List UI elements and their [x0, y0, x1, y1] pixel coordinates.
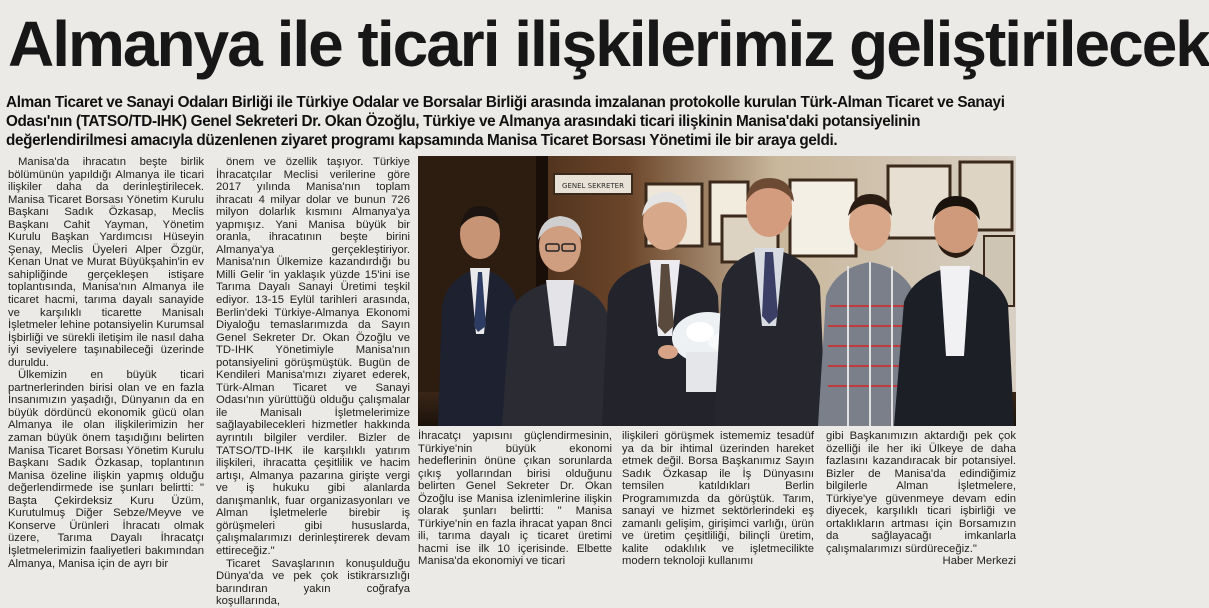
paragraph: önem ve özellik taşıyor. Türkiye İhracatçılar Meclisi verilerine göre 2017 yılında Manisa'nın toplam ihracatı 4 milyar dolar ve bunun 726 milyon dolarlık kısmını Almanya'ya yapmışız. Yani Manisa büyük bir oranla, ihracatının beşte birini Almanya'ya gerçekleştiriyor. Manisa'nın Ülkemize kazandırdığı bu Milli Gelir 'in yaklaşık yüzde 15'ini ise Tarıma Dayalı Sanayi Üretimi teşkil ediyor. 13-15 Eylül tarihleri arasında, Berlin'deki Türkiye-Almanya Ekonomi Diyaloğu temaslarımızda da Sayın Genel Sekreter Dr. Okan Özoğlu ve TD-IHK Yönetimiyle Manisa'nın potansiyelini görüşmüştük. Bugün de Kendileri Manisa'mızı ziyaret ederek, Türk-Alman Ticaret ve Sanayi Odası'nın yürüttüğü olduğu çalışmalar ile Manisalı İşletmelerimize sağlayabilecekleri hizmetler hakkında ayrıntılı bilgiler verdiler. Bizler de TATSO/TD-IHK ile karşılıklı yatırım ilişkileri, ihracatta çeşitlilik ve hacim artışı, Almanya pazarına girişte vergi ve iş hukuku gibi alanlarda danışmanlık, fuar organizasyonları ve Alman İşletmelerle birebir iş görüşmeleri gibi hususlarda, çalışmalarımızı derinleştirerek devam ettireceğiz.": [216, 156, 410, 557]
paragraph: Manisa'da ihracatın beşte birlik bölümünün yapıldığı Almanya ile ticari ilişkiler daha da derinleştirilecek. Manisa Ticaret Borsası Yönetim Kurulu Başkanı Sadık Özkasap, Meclis Başkanı Cahit Yayman, Yönetim Kurulu Başkan Yardımcısı Hüseyin Şenay, Meclis Üyeleri Alper Özgür, Kenan Unat ve Murat Büyükşahin'in ev sahipliğinde gerçekleşen istişare toplantısında, Manisa'nın Almanya ile ticaret hacmi, tarıma dayalı sanayide ve karşılıklı ticarette Manisalı İşletmeler lehine potansiyelin Kurumsal İşbirliği ve sürekli iletişim ile nasıl daha iyi seviyelere taşınabileceği üzerinde duruldu.: [8, 156, 204, 369]
byline: Haber Merkezi: [942, 555, 1016, 568]
paragraph: Ülkemizin en büyük ticari partnerlerinden birisi olan ve en fazla İnsanımızın yaşadığı, Dünyanın da en büyük dördüncü ekonomik gücü olan Almanya ile olan ilişkilerimizin her zaman büyük önem taşıdığını belirten Manisa Ticaret Borsası Yönetim Kurulu Başkanı Sadık Özkasap, toplantının Manisa özeline ilişkin yapmış olduğu değerlendirmede ise şunları belirtti: " Başta Çekirdeksiz Kuru Üzüm, Kurutulmuş Diğer Sebze/Meyve ve Konserve Ürünleri İhracatı olmak üzere, Tarıma Dayalı İhracatçı İşletmelerimizin faaliyetleri bakımından Almanya, Manisa için de ayrı bir: [8, 369, 204, 570]
wall-sign-text: GENEL SEKRETER: [562, 182, 624, 190]
article-column-3: İhracatçı yapısını güçlendirmesinin, Türkiye'nin büyük ekonomi hedeflerinin önüne çıkan sorunlarda çıkış yollarından birisi olduğunu belirten Genel Sekreter Dr. Okan Özoğlu ise Manisa izlenimlerine ilişkin olarak şunları belirtti: " Manisa Türkiye'nin en fazla ihracat yapan 8nci ili, tarıma dayalı iç ticaret üretimi hacmi ise ilk 10 içerisinde. Elbette Manisa'da ekonomiyi ve ticari: [418, 430, 612, 568]
paragraph: Ticaret Savaşlarının konuşulduğu Dünya'da ve pek çok istikrarsızlığı barındıran yakın coğrafya koşullarında,: [216, 557, 410, 608]
headline: Almanya ile ticari ilişkilerimiz geliştirilecek: [8, 8, 1209, 80]
lead-paragraph: Alman Ticaret ve Sanayi Odaları Birliği ile Türkiye Odalar ve Borsalar Birliği arasında imzalanan protokolle kurulan Türk-Alman Ticaret ve Sanayi Odası'nın (TATSO/TD-IHK) Genel Sekreteri Dr. Okan Özoğlu, Türkiye ve Almanya arasındaki ticari ilişkinin Manisa'daki potansiyelinin değerlendirilmesi amacıyla düzenlenen ziyaret programı kapsamında Manisa Ticaret Borsası Yönetimi ile bir araya geldi.: [6, 94, 1005, 149]
news-photo: [418, 156, 1016, 426]
wall-frame: [790, 180, 856, 256]
article-column-1: [8, 156, 204, 570]
article-column-4: ilişkileri görüşmek istememiz tesadüf ya da bir ihtimal üzerinden hareket etmek değil. Borsa Başkanımız Sayın Sadık Özkasap ile İş Dünyasını temsilen katıldıkları Berlin Programımızda da görüştük. Tarım, sanayi ve hizmet sektörlerindeki eş zamanlı gelişim, girişimci varlığı, ürün ve üretim çeşitliliği, bilinçli üretim, kalite odaklılık ve işletmecilikte modern teknoloji kullanımı: [622, 430, 814, 568]
article-column-2: [216, 156, 410, 608]
article-column-5: [826, 430, 1016, 570]
paragraph: gibi Başkanımızın aktardığı pek çok özelliği ile her iki Ülkeye de daha fazlasını kazandıracak bir potansiyel. Bizler de Manisa'da edindiğimiz bilgilerle Alman İşletmelere, Türkiye'ye güvenmeye devam edin diyecek, karşılıklı ticari işbirliği ve ortaklıkların artması için Borsamızın da sağlayacağı imkanlarla çalışmalarımızı sürdüreceğiz.": [826, 430, 1016, 555]
